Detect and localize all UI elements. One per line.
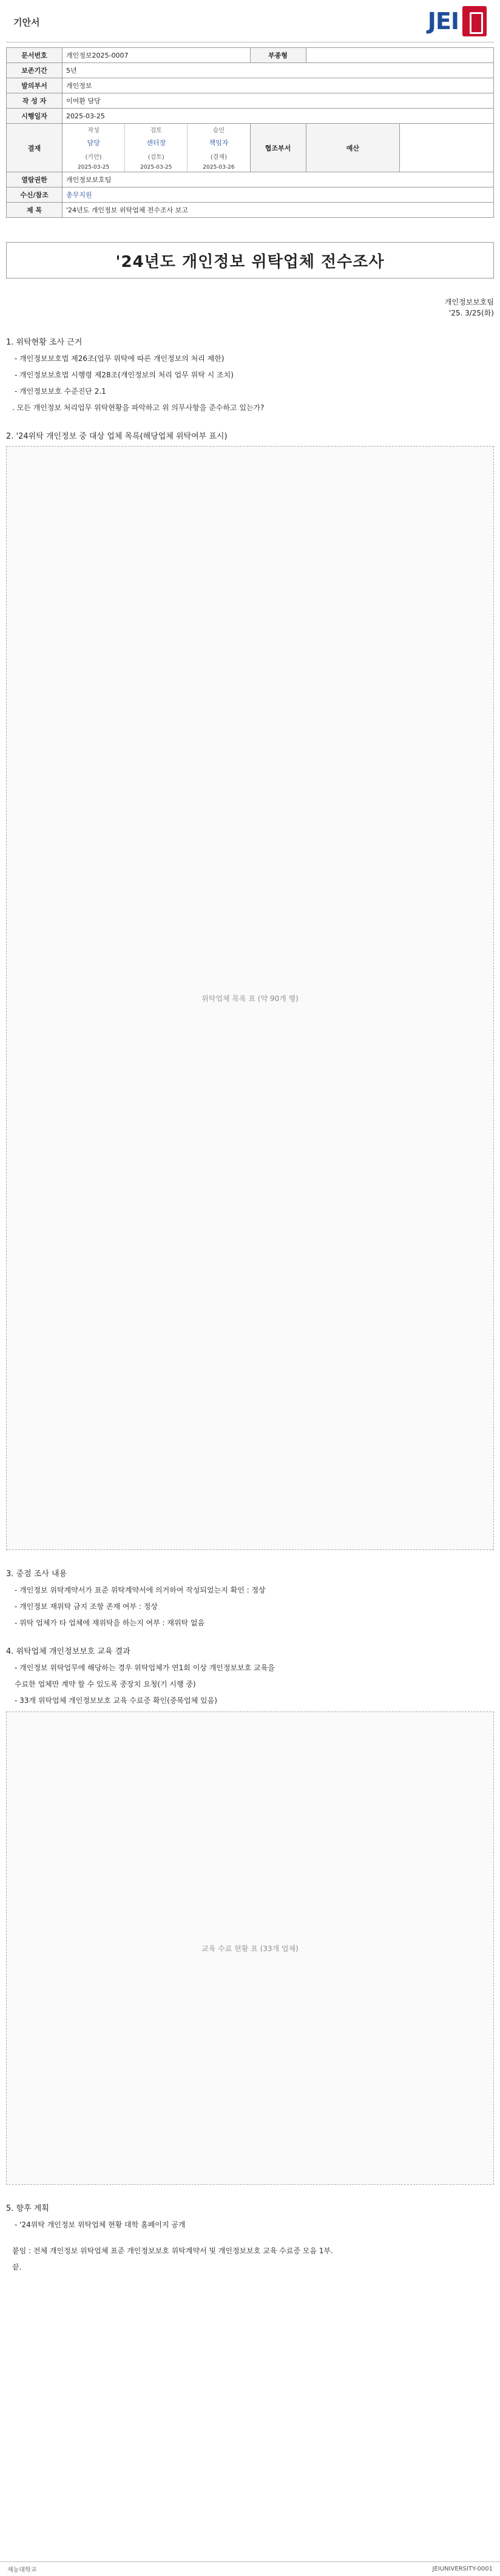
recipient-value: 총무지원 (62, 187, 494, 203)
section-1-heading: 1. 위탁현황 조사 근거 (6, 338, 83, 347)
approval-label: 결재 (7, 124, 62, 172)
section-4-item: 수료한 업체만 계약 할 수 있도록 중장치 요청(기 시행 중) (15, 1680, 196, 1688)
page-footer (0, 2561, 500, 2576)
section-1-item: - 개인정보보호법 시행령 제28조(개인정보의 처리 업무 위탁 시 조치) (15, 371, 234, 379)
doc-kind: 기안서 (13, 17, 40, 28)
subject-value: '24년도 개인정보 위탁업체 전수조사 보고 (62, 203, 494, 218)
receiving-value (400, 124, 494, 172)
receiving-label: 예산 (306, 124, 400, 172)
date-label: 시행일자 (7, 109, 62, 124)
author: 이여환 담당 (62, 93, 494, 109)
date-value: 2025-03-25 (62, 109, 494, 124)
retention-label: 보존기간 (7, 63, 62, 78)
department-label: 부종형 (250, 48, 306, 63)
logo-text: JEI (427, 8, 459, 35)
approver-3: 승인 책임자 (결재) 2025-03-26 (203, 127, 235, 170)
section-2-heading: 2. '24위탁 개인정보 중 대상 업체 목록(해당업체 위탁여부 표시) (6, 432, 228, 441)
section-3-heading: 3. 중점 조사 내용 (6, 1570, 67, 1579)
section-4-heading: 4. 위탁업체 개인정보보호 교육 결과 (6, 1647, 130, 1656)
section-1-item: - 개인정보보호법 제26조(업무 위탁에 따른 개인정보의 처리 제한) (15, 354, 225, 363)
approval-signatures (62, 124, 251, 172)
footer-left: 재능대학교 (7, 2567, 37, 2574)
doc-number-label: 문서번호 (7, 48, 62, 63)
section-5-item: - '24위탁 개인정보 위탁업체 현황 대학 홈페이지 공개 (15, 2220, 186, 2229)
recipient-label: 수신/참조 (7, 187, 62, 203)
department-value (306, 48, 494, 63)
subject-label: 제 목 (7, 203, 62, 218)
reference-label: 열람권한 (7, 172, 62, 187)
approver-1: 작성 담당 (기안) 2025-03-25 (62, 124, 125, 172)
issue-date: '25. 3/25(화) (448, 309, 494, 317)
section-1-note: . 모든 개인정보 처리업무 위탁현황을 파악하고 위 의무사항을 준수하고 있는가? (12, 403, 265, 412)
approver-2: 검토 센터장 (검토) 2025-03-25 (125, 124, 187, 172)
drafting-dept: 개인정보 (62, 78, 494, 93)
retention-value: 5년 (62, 63, 494, 78)
document-title: '24년도 개인정보 위탁업체 전수조사 (6, 242, 494, 278)
doc-number: 개인정보2025-0007 (62, 48, 251, 63)
section-1-item: - 개인정보보호 수준진단 2.1 (15, 387, 106, 396)
footer-right: JEIUNIVERSITY-0001 (432, 2566, 493, 2572)
section-3-item: - 개인정보 위탁계약서가 표준 위탁계약서에 의거하여 작성되었는지 확인 : 정상 (15, 1586, 266, 1594)
university-logo (428, 6, 487, 36)
section-3-item: - 위탁 업체가 타 업체에 재위탁을 하는지 여부 : 재위탁 없음 (15, 1619, 205, 1627)
section-3-item: - 개인정보 재위탁 금지 조항 존재 여부 : 정상 (15, 1602, 158, 1611)
training-table-placeholder: 교육 수료 현황 표 (33개 업체) (6, 1711, 494, 2185)
issuer-block (6, 297, 494, 319)
vendor-table-placeholder: 위탁업체 목록 표 (약 90개 행) (6, 446, 494, 1550)
issuer-team: 개인정보보호팀 (444, 298, 494, 306)
logo-mark-icon (462, 6, 487, 36)
attachment-note: 붙임 : 전체 개인정보 위탁업체 표준 개인정보보호 위탁계약서 및 개인정보보호 교육 수료증 모음 1부. (12, 2247, 333, 2255)
cooperation-label: 협조부서 (250, 124, 306, 172)
section-4-subheading: - 33개 위탁업체 개인정보보호 교육 수료증 확인(중복업체 있음) (15, 1696, 217, 1705)
author-label: 작 성 자 (7, 93, 62, 109)
top-bar (6, 0, 494, 42)
reference-value: 개인정보보호팀 (62, 172, 494, 187)
section-5-heading: 5. 향후 계획 (6, 2204, 49, 2213)
end-mark: 끝. (12, 2263, 22, 2271)
section-4-item: - 개인정보 위탁업무에 해당하는 경우 위탁업체가 연1회 이상 개인정보보호 교육을 (15, 1664, 275, 1672)
approval-header-table (6, 47, 494, 218)
drafting-dept-label: 발의부서 (7, 78, 62, 93)
